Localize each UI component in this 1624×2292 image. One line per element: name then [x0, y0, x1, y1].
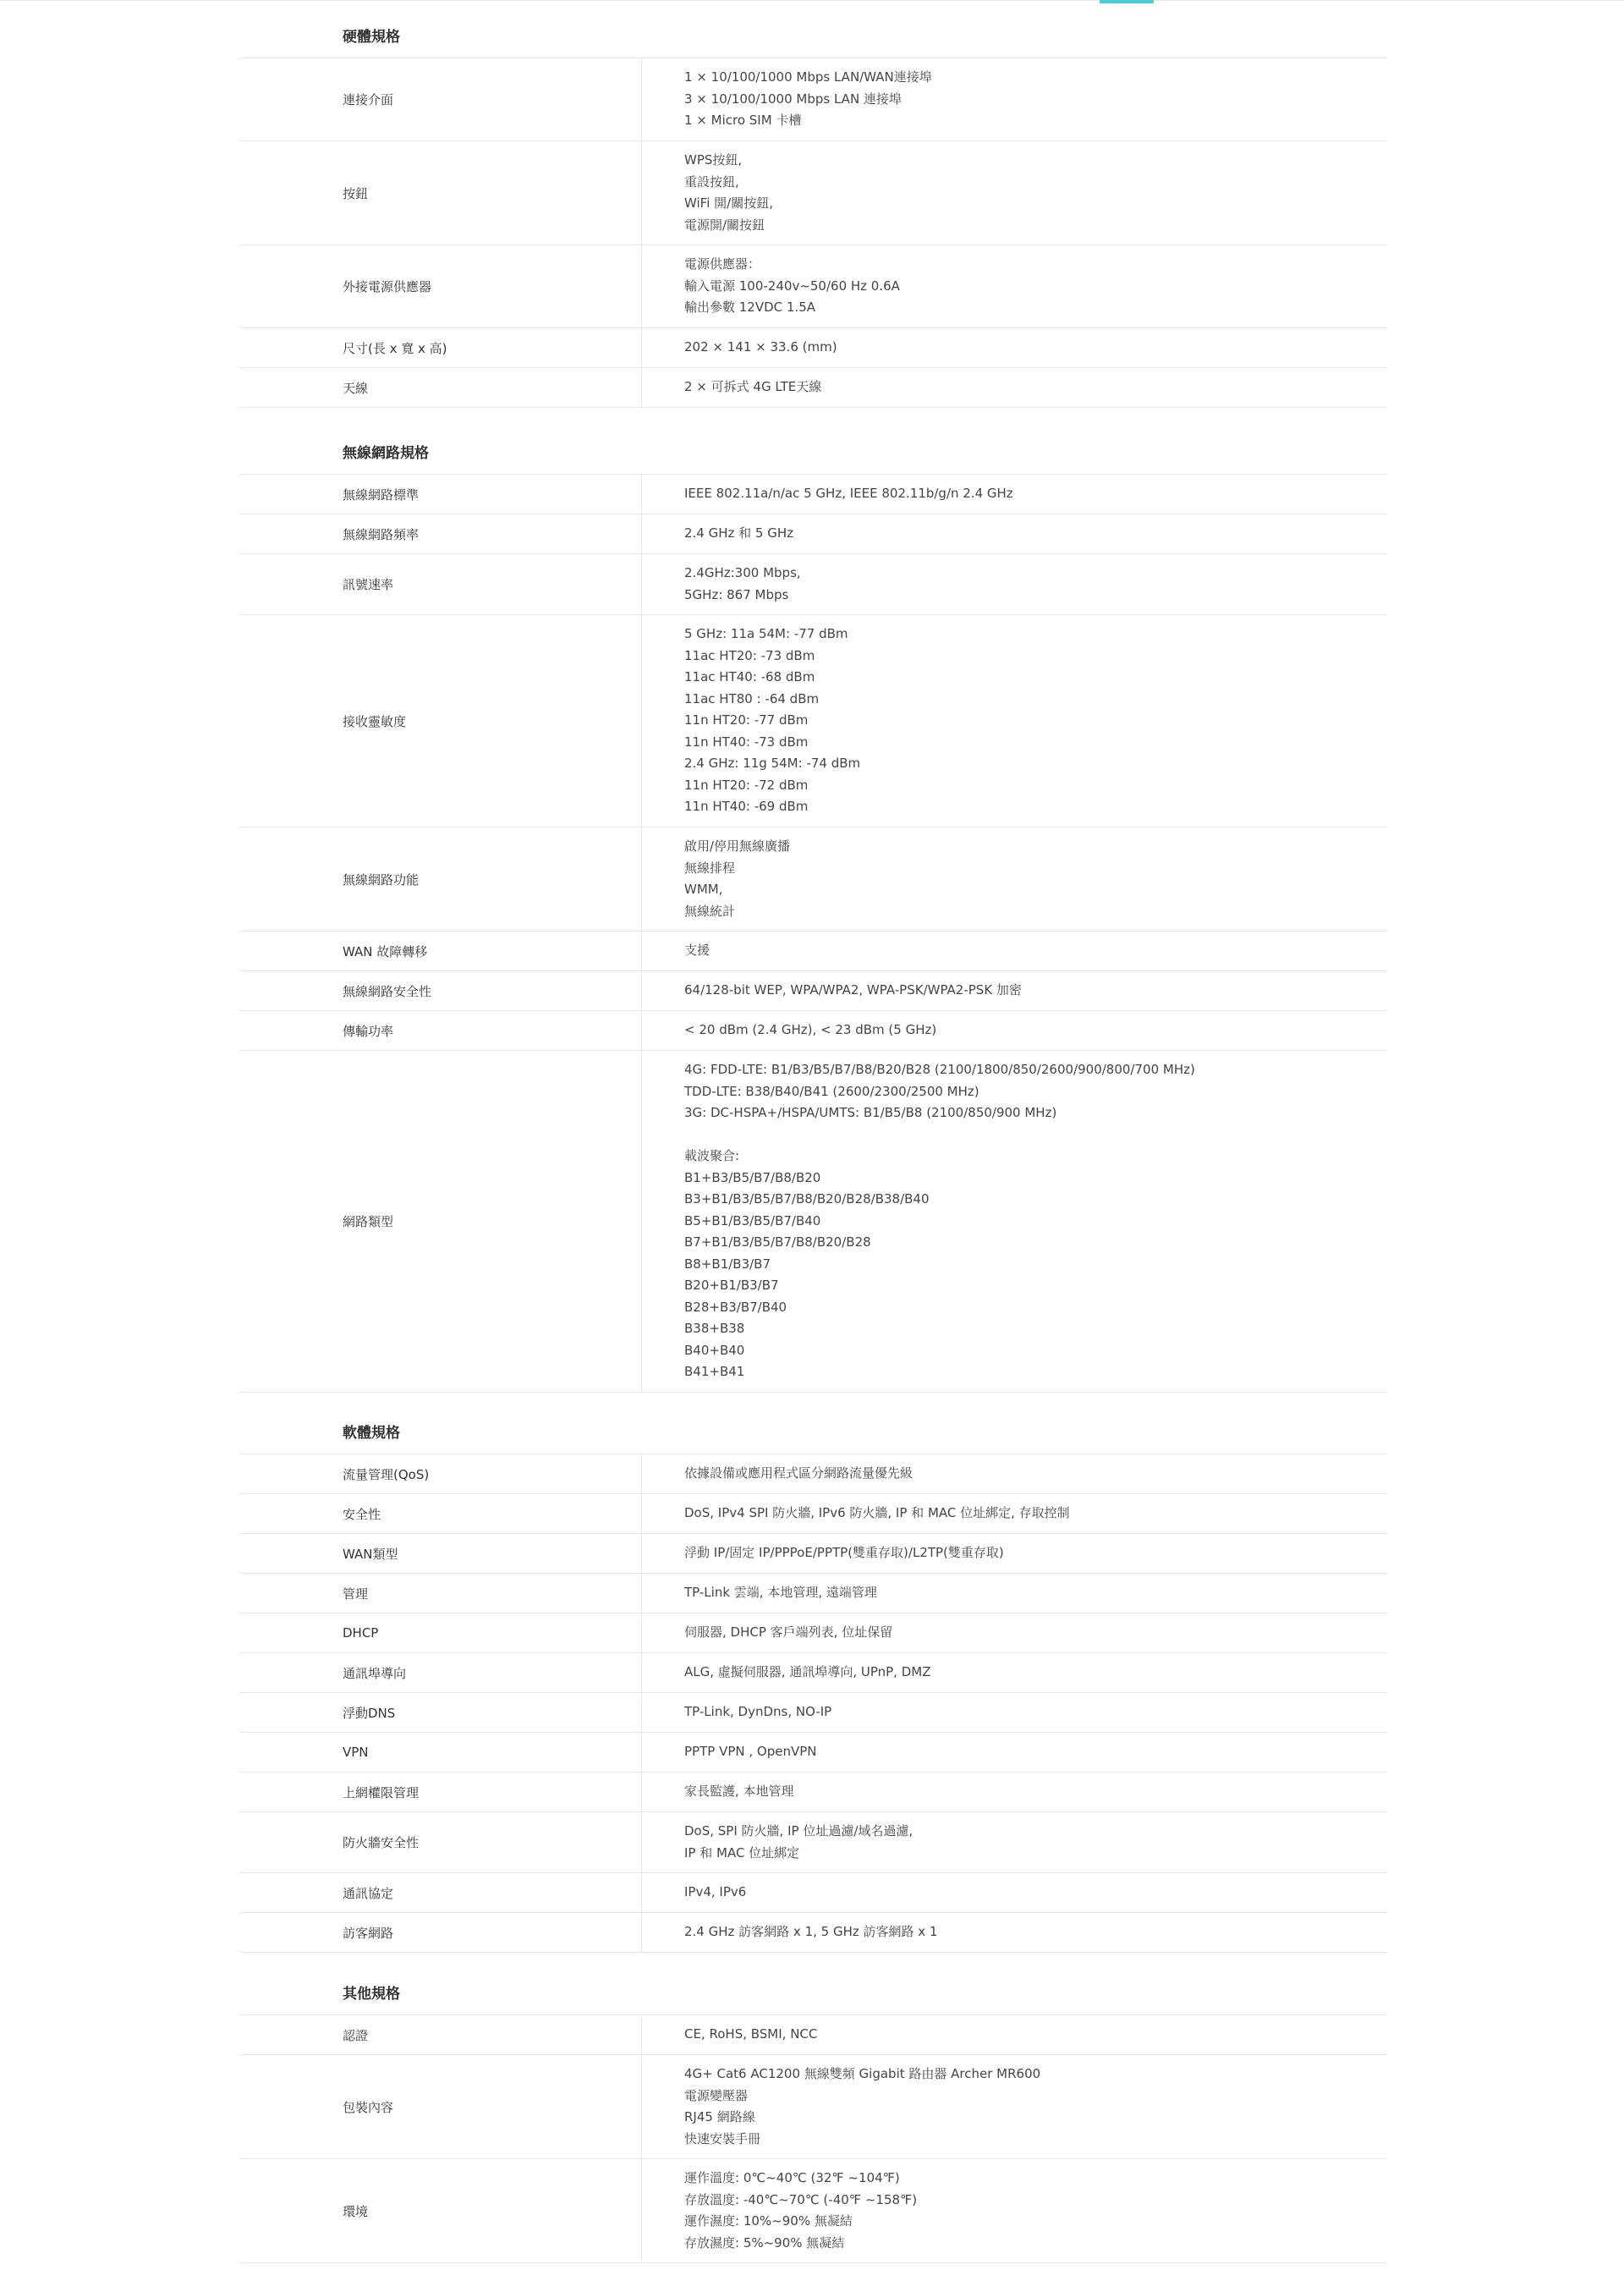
spec-row: [239, 1011, 1387, 1051]
spec-value-line: 存放濕度: 5%~90% 無凝結: [684, 2234, 845, 2251]
spec-value-line: 浮動 IP/固定 IP/PPPoE/PPTP(雙重存取)/L2TP(雙重存取): [684, 1545, 1004, 1561]
spec-label: 連接介面: [239, 58, 642, 140]
spec-value-line: < 20 dBm (2.4 GHz), < 23 dBm (5 GHz): [684, 1022, 937, 1038]
spec-row: [239, 1773, 1387, 1812]
spec-value-line: TP-Link 雲端, 本地管理, 遠端管理: [684, 1585, 877, 1601]
section-title: 硬體規格: [343, 29, 400, 46]
spec-value-line: IEEE 802.11a/n/ac 5 GHz, IEEE 802.11b/g/n 2.4 GHz: [684, 486, 1013, 502]
spec-row: [239, 932, 1387, 971]
spec-value-line: 2 × 可拆式 4G LTE天線: [684, 379, 822, 395]
spec-value: [642, 932, 1387, 970]
spec-label: 網路類型: [239, 1051, 642, 1392]
spec-value-line: TP-Link, DynDns, NO-IP: [684, 1704, 832, 1720]
spec-value: [642, 328, 1387, 367]
spec-value-line: TDD-LTE: B38/B40/B41 (2600/2300/2500 MHz): [684, 1083, 979, 1099]
spec-label: 尺寸(長 x 寬 x 高): [239, 328, 642, 367]
spec-value-line: 2.4GHz:300 Mbps,: [684, 565, 801, 580]
spec-row: [239, 2014, 1387, 2055]
spec-value-line: IPv4, IPv6: [684, 1884, 747, 1900]
spec-value: [642, 554, 1387, 614]
spec-value: [642, 2159, 1387, 2262]
spec-row: [239, 1812, 1387, 1873]
spec-label: 無線網路頻率: [239, 514, 642, 553]
spec-value: [642, 971, 1387, 1010]
spec-row: [239, 1051, 1387, 1393]
spec-value-line: 存放溫度: -40℃~70℃ (-40℉ ~158℉): [684, 2191, 918, 2207]
spec-value: [642, 1613, 1387, 1652]
spec-label: 傳輸功率: [239, 1011, 642, 1050]
spec-value: [642, 1733, 1387, 1772]
spec-value-line: [684, 1124, 1387, 1146]
spec-value: [642, 1773, 1387, 1811]
spec-value: [642, 141, 1387, 245]
spec-value-line: RJ45 網路線: [684, 2109, 755, 2124]
spec-row: [239, 1613, 1387, 1653]
spec-value: [642, 475, 1387, 514]
spec-value: [642, 1534, 1387, 1573]
spec-label: 管理: [239, 1574, 642, 1613]
spec-row: [239, 141, 1387, 245]
spec-value-line: B38+B38: [684, 1321, 745, 1337]
spec-label: 外接電源供應器: [239, 245, 642, 327]
spec-value-line: 11ac HT80 : -64 dBm: [684, 690, 820, 706]
spec-value: [642, 827, 1387, 931]
spec-value-line: 重設按鈕,: [684, 173, 739, 190]
spec-value-line: 1 × 10/100/1000 Mbps LAN/WAN連接埠: [684, 69, 932, 85]
spec-value-line: 11n HT40: -73 dBm: [684, 734, 809, 750]
spec-value-line: B1+B3/B5/B7/B8/B20: [684, 1169, 821, 1185]
spec-value-line: 11n HT40: -69 dBm: [684, 799, 809, 815]
active-tab-indicator: [1100, 0, 1154, 3]
spec-label: WAN類型: [239, 1534, 642, 1573]
spec-value: [642, 615, 1387, 827]
spec-label: 防火牆安全性: [239, 1812, 642, 1872]
spec-value: [642, 1812, 1387, 1872]
spec-value-line: B3+B1/B3/B5/B7/B8/B20/B28/B38/B40: [684, 1191, 930, 1207]
spec-label: 按鈕: [239, 141, 642, 245]
spec-section: [239, 443, 1387, 1393]
spec-value-line: 3 × 10/100/1000 Mbps LAN 連接埠: [684, 91, 902, 107]
spec-row: [239, 328, 1387, 368]
spec-label: 接收靈敏度: [239, 615, 642, 827]
spec-value-line: 依據設備或應用程式區分網路流量優先級: [684, 1465, 914, 1481]
spec-label: 環境: [239, 2159, 642, 2262]
spec-label: 包裝內容: [239, 2055, 642, 2158]
spec-label: 無線網路安全性: [239, 971, 642, 1010]
spec-value-line: DoS, SPI 防火牆, IP 位址過濾/域名過濾,: [684, 1823, 914, 1839]
spec-value-line: 電源變壓器: [684, 2087, 749, 2103]
spec-value: [642, 1454, 1387, 1493]
spec-value-line: 11ac HT20: -73 dBm: [684, 647, 815, 663]
section-title: 軟體規格: [343, 1425, 400, 1442]
spec-value: [642, 1873, 1387, 1912]
spec-value-line: 202 × 141 × 33.6 (mm): [684, 339, 837, 355]
spec-value-line: 輸出參數 12VDC 1.5A: [684, 300, 816, 316]
spec-section: [239, 1984, 1387, 2263]
spec-label: WAN 故障轉移: [239, 932, 642, 970]
spec-row: [239, 1873, 1387, 1913]
spec-label: 流量管理(QoS): [239, 1454, 642, 1493]
spec-value: [642, 58, 1387, 140]
spec-value-line: 2.4 GHz: 11g 54M: -74 dBm: [684, 756, 861, 772]
spec-row: [239, 2055, 1387, 2159]
spec-row: [239, 245, 1387, 328]
spec-value-line: 運作溫度: 0℃~40℃ (32℉ ~104℉): [684, 2170, 900, 2185]
spec-value-line: B5+B1/B3/B5/B7/B40: [684, 1212, 821, 1228]
spec-value: [642, 245, 1387, 327]
spec-value-line: 無線排程: [684, 860, 736, 876]
spec-label: 無線網路標準: [239, 475, 642, 514]
spec-row: [239, 554, 1387, 615]
spec-value-line: PPTP VPN , OpenVPN: [684, 1744, 817, 1760]
spec-label: 安全性: [239, 1494, 642, 1533]
spec-value-line: WiFi 開/關按鈕,: [684, 195, 773, 211]
spec-value-line: ALG, 虛擬伺服器, 通訊埠導向, UPnP, DMZ: [684, 1664, 931, 1680]
spec-value-line: B7+B1/B3/B5/B7/B8/B20/B28: [684, 1234, 871, 1250]
spec-row: [239, 58, 1387, 141]
spec-value-line: 3G: DC-HSPA+/HSPA/UMTS: B1/B5/B8 (2100/850/900 MHz): [684, 1105, 1057, 1121]
spec-row: [239, 1494, 1387, 1534]
spec-value: [642, 514, 1387, 553]
spec-value-line: 家長監護, 本地管理: [684, 1784, 794, 1800]
spec-label: 浮動DNS: [239, 1693, 642, 1732]
spec-value-line: 4G: FDD-LTE: B1/B3/B5/B7/B8/B20/B28 (2100/1800/850/2600/900/800/700 MHz): [684, 1062, 1195, 1078]
spec-label: 天線: [239, 368, 642, 407]
spec-value-line: 5GHz: 867 Mbps: [684, 586, 789, 602]
spec-value: [642, 2055, 1387, 2158]
spec-value: [642, 1051, 1387, 1392]
spec-value-line: DoS, IPv4 SPI 防火牆, IPv6 防火牆, IP 和 MAC 位址綁定, 存取控制: [684, 1505, 1070, 1521]
spec-value-line: 啟用/停用無線廣播: [684, 838, 791, 854]
section-title: 其他規格: [343, 1986, 400, 2003]
spec-row: [239, 971, 1387, 1011]
spec-value-line: 快速安裝手冊: [684, 2130, 761, 2146]
spec-value-line: 11ac HT40: -68 dBm: [684, 669, 815, 685]
spec-value-line: 2.4 GHz 訪客網路 x 1, 5 GHz 訪客網路 x 1: [684, 1924, 938, 1940]
spec-label: 認證: [239, 2015, 642, 2054]
spec-label: 訊號速率: [239, 554, 642, 614]
section-title: 無線網路規格: [343, 445, 429, 462]
spec-label: 通訊協定: [239, 1873, 642, 1912]
spec-value-line: 支援: [684, 943, 710, 959]
spec-row: [239, 2159, 1387, 2263]
spec-row: [239, 827, 1387, 932]
spec-label: 無線網路功能: [239, 827, 642, 931]
spec-value-line: B20+B1/B3/B7: [684, 1278, 779, 1294]
spec-value-line: 11n HT20: -77 dBm: [684, 712, 809, 728]
spec-label: 訪客網路: [239, 1913, 642, 1952]
spec-value-line: 1 × Micro SIM 卡槽: [684, 113, 802, 129]
spec-value-line: WMM,: [684, 882, 723, 897]
spec-row: [239, 1574, 1387, 1613]
spec-value-line: 載波聚合:: [684, 1148, 740, 1164]
spec-value-line: B41+B41: [684, 1364, 745, 1380]
spec-value-line: 無線統計: [684, 903, 736, 919]
spec-row: [239, 615, 1387, 827]
spec-value-line: 4G+ Cat6 AC1200 無線雙頻 Gigabit 路由器 Archer MR600: [684, 2066, 1041, 2081]
spec-value-line: 運作濕度: 10%~90% 無凝結: [684, 2213, 853, 2229]
spec-value-line: B28+B3/B7/B40: [684, 1299, 787, 1315]
spec-value: [642, 1494, 1387, 1533]
spec-value-line: 電源供應器：: [684, 256, 761, 272]
spec-label: VPN: [239, 1733, 642, 1772]
spec-value: [642, 2015, 1387, 2054]
spec-row: [239, 1534, 1387, 1574]
spec-row: [239, 1454, 1387, 1494]
spec-value-line: 輸入電源 100-240v~50/60 Hz 0.6A: [684, 278, 900, 294]
spec-value-line: 伺服器, DHCP 客戶端列表, 位址保留: [684, 1624, 893, 1641]
spec-row: [239, 1653, 1387, 1693]
spec-row: [239, 368, 1387, 408]
spec-label: 上網權限管理: [239, 1773, 642, 1811]
spec-row: [239, 1693, 1387, 1733]
spec-value-line: 2.4 GHz 和 5 GHz: [684, 525, 794, 541]
spec-value-line: 電源開/關按鈕: [684, 217, 765, 233]
spec-value: [642, 1693, 1387, 1732]
spec-row: [239, 1733, 1387, 1773]
spec-value-line: B8+B1/B3/B7: [684, 1256, 771, 1272]
spec-row: [239, 514, 1387, 554]
spec-value-line: B40+B40: [684, 1342, 745, 1358]
spec-value: [642, 1653, 1387, 1692]
spec-value-line: WPS按鈕,: [684, 152, 743, 168]
spec-value-line: 11n HT20: -72 dBm: [684, 777, 809, 793]
spec-label: 通訊埠導向: [239, 1653, 642, 1692]
spec-section: [239, 1423, 1387, 1953]
spec-value: [642, 1574, 1387, 1613]
spec-value-line: 5 GHz: 11a 54M: -77 dBm: [684, 626, 848, 642]
spec-value-line: CE, RoHS, BSMI, NCC: [684, 2026, 818, 2042]
spec-value-line: 64/128-bit WEP, WPA/WPA2, WPA-PSK/WPA2-PSK 加密: [684, 982, 1022, 998]
spec-section: [239, 27, 1387, 408]
spec-row: [239, 474, 1387, 514]
spec-row: [239, 1913, 1387, 1953]
spec-value: [642, 368, 1387, 407]
top-divider: [0, 0, 1624, 1]
spec-value-line: IP 和 MAC 位址綁定: [684, 1844, 800, 1861]
spec-value: [642, 1011, 1387, 1050]
spec-label: DHCP: [239, 1613, 642, 1652]
spec-value: [642, 1913, 1387, 1952]
